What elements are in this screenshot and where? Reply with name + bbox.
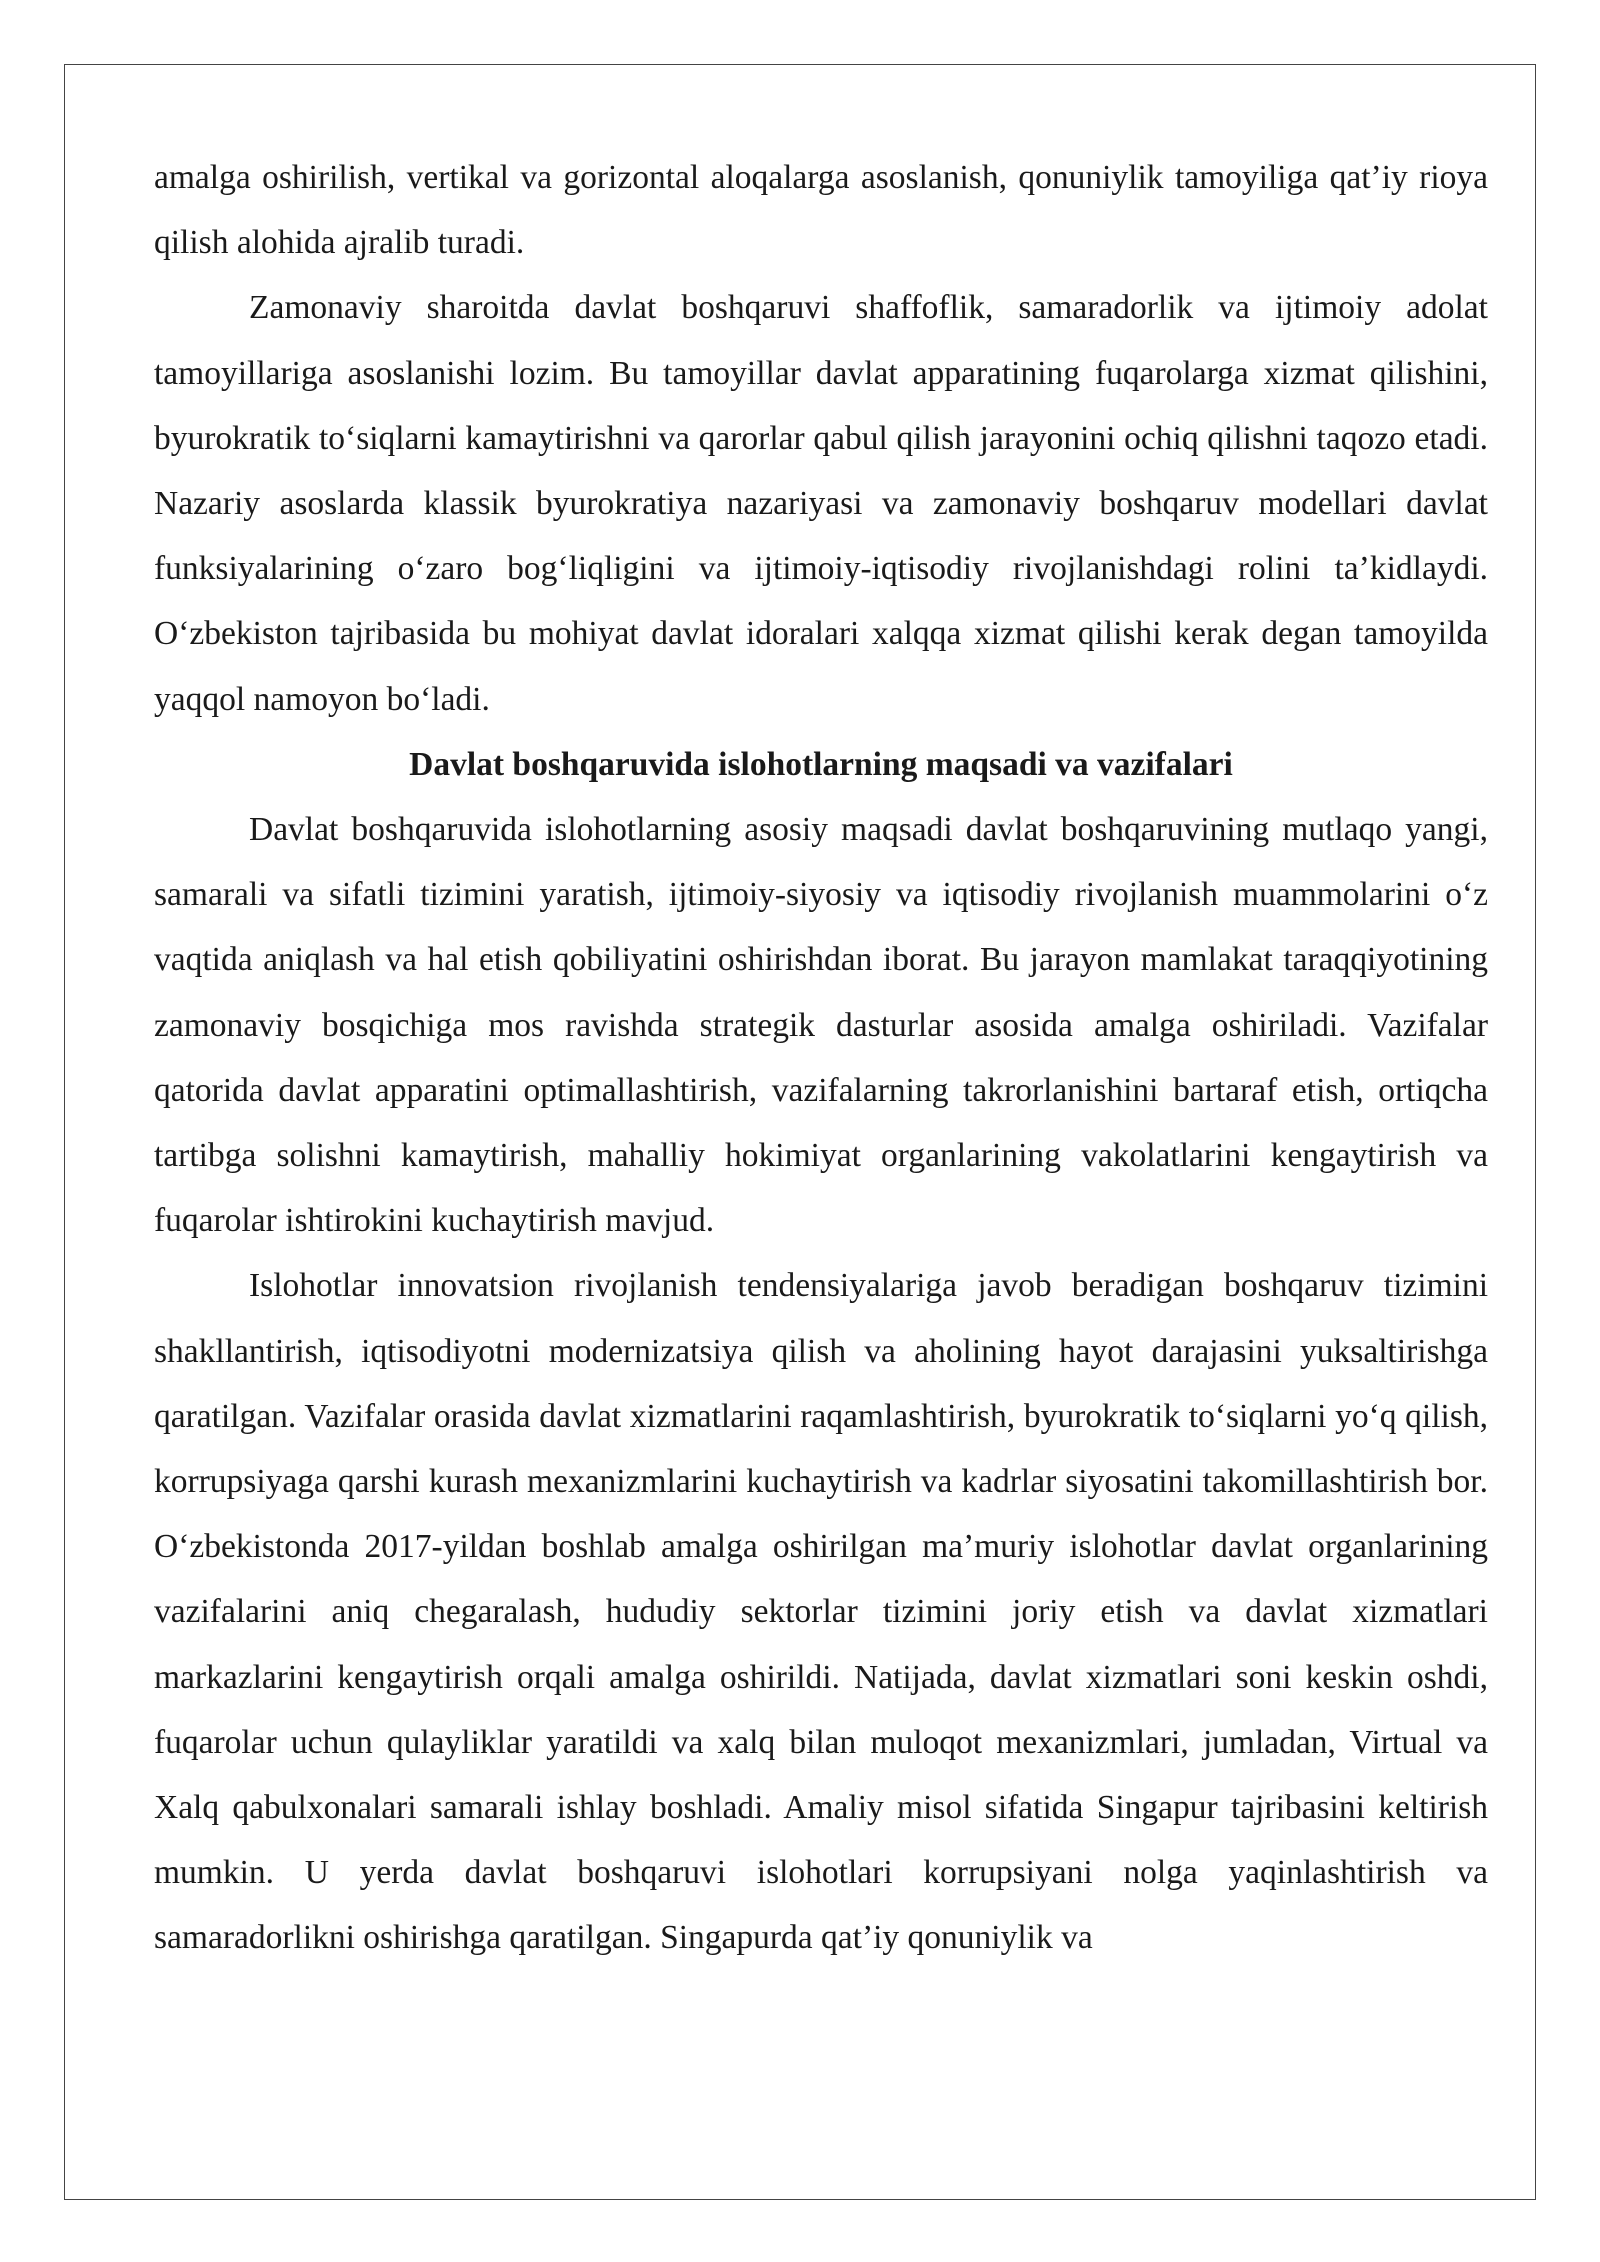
paragraph-4: Islohotlar innovatsion rivojlanish tendensiyalariga javob beradigan boshqaruv tizimini shakllantirish, iqtisodiyotni modernizatsiya qilish va aholining hayot darajasini yuksaltirishga qaratilgan. Vazifalar orasida davlat xizmatlarini raqamlashtirish, byurokratik to‘siqlarni yo‘q qilish, korrupsiyaga qarshi kurash mexanizmlarini kuchaytirish va kadrlar siyosatini takomillashtirish bor. O‘zbekistonda 2017-yildan boshlab amalga oshirilgan ma’muriy islohotlar davlat organlarining vazifalarini aniq chegaralash, hududiy sektorlar tizimini joriy etish va davlat xizmatlari markazlarini kengaytirish orqali amalga oshirildi. Natijada, davlat xizmatlari soni keskin oshdi, fuqarolar uchun qulayliklar yaratildi va xalq bilan muloqot mexanizmlari, jumladan, Virtual va Xalq qabulxonalari samarali ishlay boshladi. Amaliy misol sifatida Singapur tajribasini keltirish mumkin. U yerda davlat boshqaruvi islohotlari korrupsiyani nolga yaqinlashtirish va samaradorlikni oshirishga qaratilgan. Singapurda qat’iy qonuniylik va [154, 1267, 1488, 1957]
paragraph-1: amalga oshirilish, vertikal va gorizontal aloqalarga asoslanish, qonuniylik tamoyiliga qat’iy rioya qilish alohida ajralib turadi. [154, 159, 1488, 262]
document-body [154, 145, 1488, 1971]
paragraph-3: Davlat boshqaruvida islohotlarning asosiy maqsadi davlat boshqaruvining mutlaqo yangi, samarali va sifatli tizimini yaratish, ijtimoiy-siyosiy va iqtisodiy rivojlanish muammolarini o‘z vaqtida aniqlash va hal etish qobiliyatini oshirishdan iborat. Bu jarayon mamlakat taraqqiyotining zamonaviy bosqichiga mos ravishda strategik dasturlar asosida amalga oshiriladi. Vazifalar qatorida davlat apparatini optimallashtirish, vazifalarning takrorlanishini bartaraf etish, ortiqcha tartibga solishni kamaytirish, mahalliy hokimiyat organlarining vakolatlarini kengaytirish va fuqarolar ishtirokini kuchaytirish mavjud. [154, 811, 1488, 1240]
section-heading: Davlat boshqaruvida islohotlarning maqsadi va vazifalari [409, 745, 1233, 783]
paragraph-2: Zamonaviy sharoitda davlat boshqaruvi shaffoflik, samaradorlik va ijtimoiy adolat tamoyillariga asoslanishi lozim. Bu tamoyillar davlat apparatining fuqarolarga xizmat qilishini, byurokratik to‘siqlarni kamaytirishni va qarorlar qabul qilish jarayonini ochiq qilishni taqozo etadi. Nazariy asoslarda klassik byurokratiya nazariyasi va zamonaviy boshqaruv modellari davlat funksiyalarining o‘zaro bog‘liqligini va ijtimoiy-iqtisodiy rivojlanishdagi rolini ta’kidlaydi. O‘zbekiston tajribasida bu mohiyat davlat idoralari xalqqa xizmat qilishi kerak degan tamoyilda yaqqol namoyon bo‘ladi. [154, 289, 1488, 718]
